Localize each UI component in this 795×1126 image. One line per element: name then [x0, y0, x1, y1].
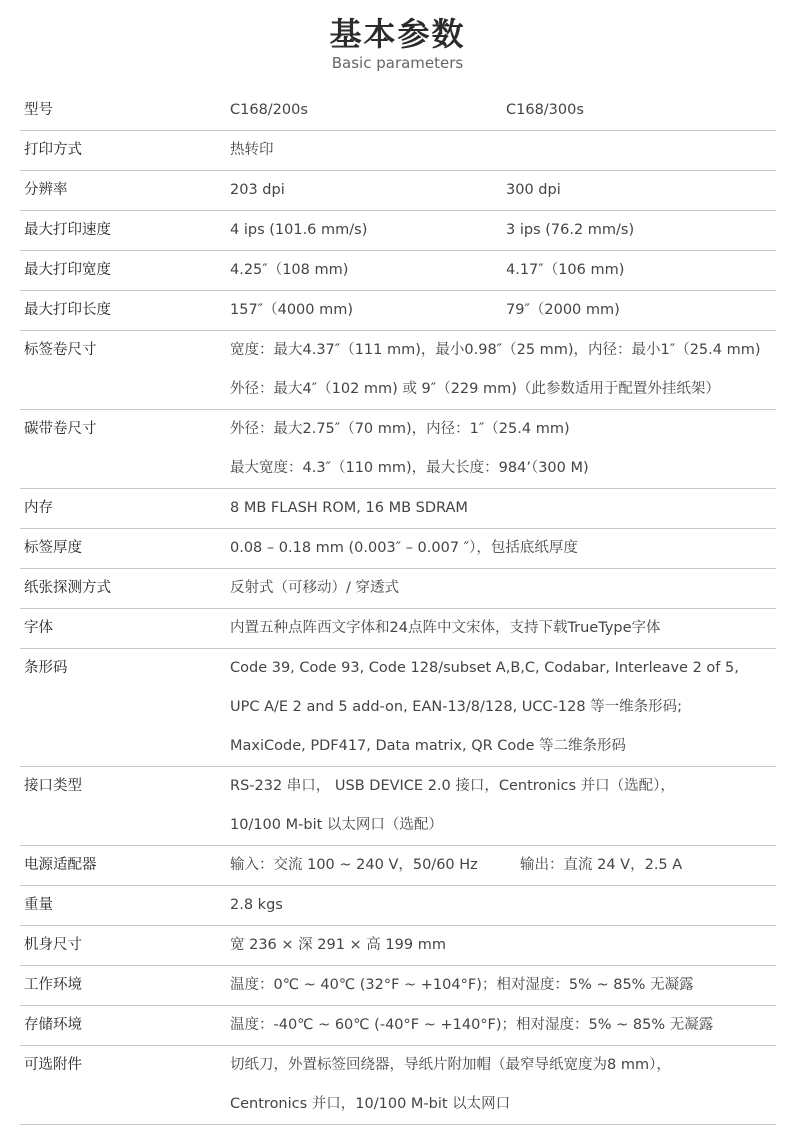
spec-value-300s: 3 ips (76.2 mm/s): [506, 222, 635, 238]
spec-value-300s: 79″（2000 mm): [506, 302, 620, 318]
spec-value-line: 宽度：最大4.37″（111 mm)，最小0.98″（25 mm)，内径：最小1″（25.4 mm): [230, 342, 761, 358]
spec-value-200s: C168/200s: [230, 102, 308, 118]
spec-label: 型号: [24, 102, 53, 118]
spec-value: 宽 236 × 深 291 × 高 199 mm: [230, 937, 446, 953]
spec-value: 温度：0℃ ~ 40℃ (32°F ~ +104°F)；相对湿度：5% ~ 85% 无凝露: [230, 977, 694, 993]
spec-value-line: RS-232 串口， USB DEVICE 2.0 接口，Centronics 并口（选配），: [230, 778, 675, 794]
spec-row-resolution: [20, 171, 776, 211]
page-header: [0, 14, 795, 72]
spec-value-line: MaxiCode, PDF417, Data matrix, QR Code 等二维条形码: [230, 738, 627, 754]
spec-value-line: 10/100 M-bit 以太网口（选配）: [230, 817, 443, 833]
spec-label: 最大打印速度: [24, 222, 111, 238]
spec-value: 2.8 kgs: [230, 897, 283, 913]
spec-row-model: [20, 91, 776, 131]
spec-value: 内置五种点阵西文字体和24点阵中文宋体，支持下载TrueType字体: [230, 620, 661, 636]
spec-row-options: [20, 1046, 776, 1125]
spec-label: 最大打印长度: [24, 302, 111, 318]
spec-row-weight: [20, 886, 776, 926]
spec-label: 机身尺寸: [24, 937, 82, 953]
spec-label: 工作环境: [24, 977, 82, 993]
spec-row-label-thickness: [20, 529, 776, 569]
page-subtitle: Basic parameters: [331, 54, 464, 72]
spec-row-memory: [20, 489, 776, 529]
spec-label: 条形码: [24, 660, 68, 676]
spec-value-300s: 4.17″（106 mm): [506, 262, 625, 278]
spec-row-storage-env: [20, 1006, 776, 1046]
spec-label: 分辨率: [24, 182, 68, 198]
spec-value: 0.08 – 0.18 mm (0.003″ – 0.007 ″），包括底纸厚度: [230, 540, 578, 556]
spec-table: [20, 91, 776, 1125]
spec-label: 标签厚度: [24, 540, 82, 556]
spec-row-max-length: [20, 291, 776, 331]
spec-label: 存储环境: [24, 1017, 82, 1033]
spec-row-max-speed: [20, 211, 776, 251]
spec-row-font: [20, 609, 776, 649]
spec-row-max-width: [20, 251, 776, 291]
spec-value-input: 输入：交流 100 ~ 240 V，50/60 Hz: [230, 857, 478, 873]
spec-value-line: 外径：最大2.75″（70 mm)，内径：1″（25.4 mm): [230, 421, 570, 437]
spec-label: 纸张探测方式: [24, 580, 111, 596]
spec-value-line: Code 39, Code 93, Code 128/subset A,B,C, Codabar, Interleave 2 of 5,: [230, 660, 739, 676]
spec-row-label-roll: [20, 331, 776, 410]
page-title: 基本参数: [329, 15, 466, 53]
spec-value: 热转印: [230, 142, 274, 158]
spec-value-line: 切纸刀，外置标签回绕器，导纸片附加帽（最窄导纸宽度为8 mm），: [230, 1057, 671, 1073]
spec-value-200s: 157″（4000 mm): [230, 302, 354, 318]
spec-value: 温度：-40℃ ~ 60℃ (-40°F ~ +140°F)；相对湿度：5% ~ 85% 无凝露: [230, 1017, 714, 1033]
spec-value-200s: 4 ips (101.6 mm/s): [230, 222, 368, 238]
spec-label: 接口类型: [24, 778, 82, 794]
spec-value-line: 最大宽度：4.3″（110 mm)，最大长度：984’（300 M): [230, 460, 589, 476]
spec-value-200s: 4.25″（108 mm): [230, 262, 349, 278]
spec-value-line: Centronics 并口，10/100 M-bit 以太网口: [230, 1096, 511, 1112]
spec-row-power: [20, 846, 776, 886]
spec-label: 重量: [24, 897, 53, 913]
spec-value: 反射式（可移动）/ 穿透式: [230, 580, 399, 596]
spec-value-300s: C168/300s: [506, 102, 584, 118]
spec-label: 内存: [24, 500, 53, 516]
spec-row-barcode: [20, 649, 776, 767]
spec-value-300s: 300 dpi: [506, 182, 561, 198]
spec-label: 打印方式: [24, 142, 82, 158]
spec-row-print-method: [20, 131, 776, 171]
spec-value-line: 外径：最大4″（102 mm) 或 9″（229 mm)（此参数适用于配置外挂纸架）: [230, 381, 720, 397]
spec-row-ribbon-roll: [20, 410, 776, 489]
spec-label: 碳带卷尺寸: [24, 421, 97, 437]
spec-value-line: UPC A/E 2 and 5 add-on, EAN-13/8/128, UCC-128 等一维条形码;: [230, 699, 683, 715]
spec-value: 8 MB FLASH ROM, 16 MB SDRAM: [230, 500, 468, 516]
spec-row-media-sensing: [20, 569, 776, 609]
spec-row-interface: [20, 767, 776, 846]
spec-label: 可选附件: [24, 1057, 82, 1073]
spec-row-dimensions: [20, 926, 776, 966]
spec-label: 字体: [24, 620, 53, 636]
spec-label: 电源适配器: [24, 857, 97, 873]
spec-value-output: 输出：直流 24 V，2.5 A: [520, 857, 683, 873]
spec-value-200s: 203 dpi: [230, 182, 285, 198]
spec-label: 最大打印宽度: [24, 262, 111, 278]
spec-label: 标签卷尺寸: [24, 342, 97, 358]
spec-row-operating-env: [20, 966, 776, 1006]
